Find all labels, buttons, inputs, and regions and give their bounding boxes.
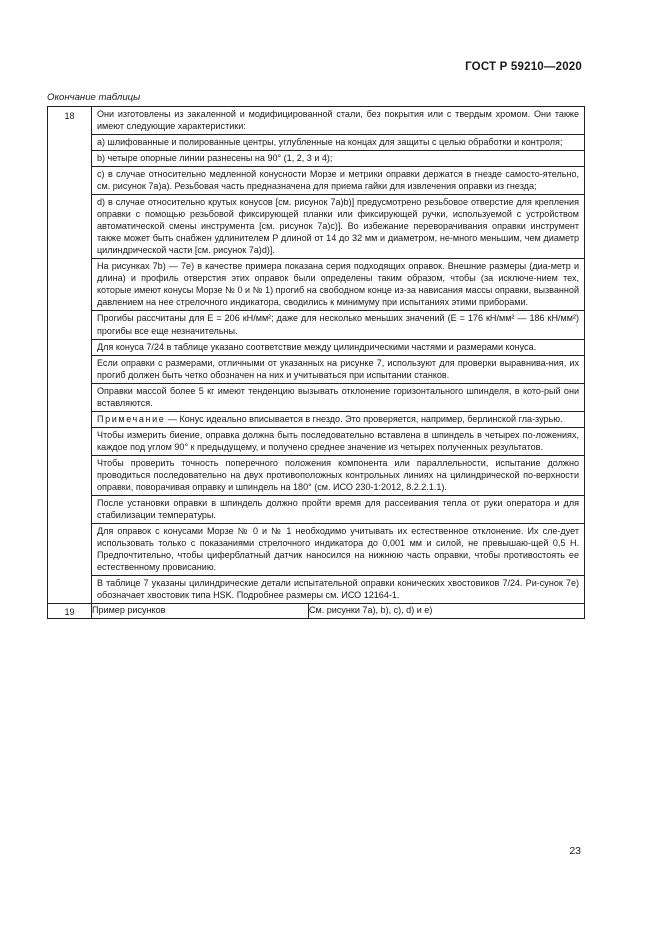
requirements-table [47, 106, 585, 619]
paragraph: Прогибы рассчитаны для E = 206 кН/мм²; даже для несколько меньших значений (E = 176 кН/мм² — 186 кН/мм²) прогибы все еще незначительны. [92, 311, 584, 339]
table-continuation-caption: Окончание таблицы [47, 92, 141, 103]
paragraph: Оправки массой более 5 кг имеют тенденцию вызывать отклонение горизонтального шпинделя, в кото-рый они вставляются. [92, 384, 584, 412]
paragraph: Если оправки с размерами, отличными от указанных на рисунке 7, используют для проверки выравнива-ния, их прогиб должен быть четко обозначен на них и учитываться при испытании станков. [92, 356, 584, 384]
row-number: 18 [48, 107, 92, 604]
paragraph: b) четыре опорные линии разнесены на 90° (1, 2, 3 и 4); [92, 151, 584, 167]
paragraph: После установки оправки в шпиндель должно пройти время для рассеивания тепла от руки оператора и для стабилизации температуры. [92, 496, 584, 524]
paragraph: На рисунках 7b) — 7е) в качестве примера показана серия подходящих оправок. Внешние размеры (диа-метр и длина) и профиль отверстия этих оправок были определены таким образом, чтобы (за исключе-нием тех, которые имеют конусы Морзе № 0 и № 1) прогиб на свободном конце из-за нависания массы оправки, вызванной давлением на нее стрелочного индикатора, сводились к минимуму при испытаниях этими приборами. [92, 259, 584, 311]
paragraph: Чтобы измерить биение, оправка должна быть последовательно вставлена в шпиндель в четырех по-ложениях, каждое под углом 90° к предыдущему, и получено среднее значение из четырех полученных результатов. [92, 428, 584, 456]
paragraph: d) в случае относительно крутых конусов [см. рисунок 7а)b)] предусмотрено резьбовое отверстие для крепления оправки с помощью резьбовой фиксирующей планки или фиксирующей ручки, используемой с устройством автоматической смены инструмента [см. рисунок 7а)c)]. Во избежание переворачивания оправки инструмент также может быть снабжен удлинителем P длиной от 14 до 32 мм и диаметром, не-много меньшим, чем диаметр цилиндрической части [см. рисунок 7а)d)]. [92, 195, 584, 259]
paragraph: Для оправок с конусами Морзе № 0 и № 1 необходимо учитывать их естественное отклонение. Их сле-дует использовать только с показаниями стрелочного индикатора до 0,001 мм и силой, не превышаю-щей 0,5 Н. Предпочтительно, чтобы циферблатный датчик наносился на нижнюю часть оправки, чтобы противостоять ее естественному провисанию. [92, 524, 584, 576]
paragraph: а) шлифованные и полированные центры, углубленные на концах для защиты с целью обработки и контроля; [92, 135, 584, 151]
page-number: 23 [569, 845, 581, 857]
table-row [48, 604, 585, 619]
row-number: 19 [48, 604, 92, 619]
row-value: См. рисунки 7а), b), c), d) и e) [309, 604, 585, 619]
row-label: Пример рисунков [92, 604, 309, 619]
paragraph: Для конуса 7/24 в таблице указано соответствие между цилиндрическими частями и размерами конуса. [92, 340, 584, 356]
paragraph: В таблице 7 указаны цилиндрические детали испытательной оправки конических хвостовиков 7/24. Ри-сунок 7е) обозначает хвостовик типа HSK. Подробнее размеры см. ИСО 12164-1. [97, 578, 579, 601]
document-standard-header: ГОСТ Р 59210—2020 [465, 61, 582, 73]
paragraph: Чтобы проверить точность поперечного положения компонента или параллельности, испытание должно проводиться последовательно на двух противоположных контрольных линиях на цилиндрической по-верхности оправки, поворачивая оправку и шпиндель на 180° (см. ИСО 230-1:2012, 8.2.2.1.1). [92, 456, 584, 496]
note-paragraph [92, 412, 584, 428]
note-label: Примечание [97, 413, 166, 424]
row-content [92, 107, 585, 604]
note-text: — Конус идеально вписывается в гнездо. Это проверяется, например, берлинской гла-зурью. [167, 413, 563, 424]
table-row [48, 107, 585, 604]
paragraph: с) в случае относительно медленной конусности Морзе и метрики оправки держатся в гнезде самосто-ятельно, см. рисунок 7а)а). Резьбовая часть предназначена для приема гайки для извлечения оправки из гнезда; [92, 167, 584, 195]
paragraph: Они изготовлены из закаленной и модифицированной стали, без покрытия или с твердым хромом. Они также имеют следующие характеристики: [92, 107, 584, 135]
